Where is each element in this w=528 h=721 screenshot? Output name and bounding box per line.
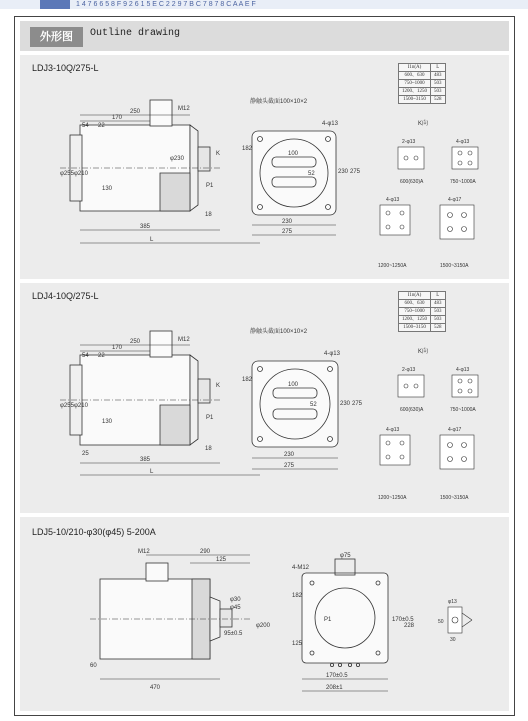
dim-label: P1 xyxy=(206,415,214,421)
front-view xyxy=(252,131,336,235)
dim-label: 54 xyxy=(82,123,89,129)
table-header: I1n(A) xyxy=(399,292,431,300)
hole-label: 4-φ13 xyxy=(456,139,470,145)
dim-label: K xyxy=(216,383,221,389)
table-cell: 750~1000 xyxy=(399,308,431,316)
section-note: 静触头截面100×10×2 xyxy=(250,99,308,105)
dim-label: 130 xyxy=(102,186,113,192)
dim-label: 4-M12 xyxy=(292,565,310,571)
side-view xyxy=(60,100,260,243)
dim-label: φ210 xyxy=(74,403,88,409)
dim-label: 50 xyxy=(438,619,444,625)
terminal-label: 1200~1250A xyxy=(378,495,407,501)
table-cell: 503 xyxy=(431,88,446,96)
dim-label: 230 xyxy=(338,169,349,175)
front-view xyxy=(252,361,338,469)
dim-label: L xyxy=(150,469,154,475)
table-header: I1n(A) xyxy=(399,64,431,72)
dim-label: 30 xyxy=(450,637,456,643)
dim-label: φ255 xyxy=(60,171,74,177)
table-cell: 483 xyxy=(431,300,446,308)
table-cell: 1200、1250 xyxy=(399,316,431,324)
dim-label: φ30 xyxy=(230,597,241,603)
table-cell: 1200、1250 xyxy=(399,88,431,96)
dim-label: M12 xyxy=(138,549,150,555)
dim-label: 100 xyxy=(288,382,299,388)
header-text: 1 4 7 6 6 5 8 F 9 2 6 1 5 E C 2 2 9 7 B C 7 8 7 8 C A A E F xyxy=(76,1,256,8)
dim-label: L xyxy=(150,237,154,243)
terminal-label: 1200~1250A xyxy=(378,263,407,269)
terminal-label: 750~1000A xyxy=(450,407,476,413)
dim-label: 130 xyxy=(102,419,113,425)
hole-label: 4-φ13 xyxy=(386,427,400,433)
dim-label: 182 xyxy=(242,377,253,383)
view-label: K向 xyxy=(418,349,429,355)
company-logo xyxy=(40,0,70,9)
terminal-4 xyxy=(440,205,474,239)
dim-label: 250 xyxy=(130,109,141,115)
dim-label: 125 xyxy=(216,557,227,563)
hole-label: 2-φ13 xyxy=(402,367,416,373)
hole-label: 4-φ13 xyxy=(386,197,400,203)
terminal-2 xyxy=(452,375,478,397)
dim-label: 22 xyxy=(98,123,105,129)
drawing-panel-ldj4 xyxy=(20,283,509,513)
dim-label: φ45 xyxy=(230,605,241,611)
dim-label: φ255 xyxy=(60,403,74,409)
table-cell: 528 xyxy=(431,324,446,332)
dim-label: 170±0.5 xyxy=(392,617,414,623)
terminal-3 xyxy=(380,205,410,235)
catalog-page xyxy=(14,16,515,716)
drawing-panel-ldj5 xyxy=(20,517,509,711)
terminal-3 xyxy=(380,435,410,465)
dim-label: φ230 xyxy=(170,156,184,162)
terminal xyxy=(448,607,472,633)
dim-label: 125 xyxy=(292,641,303,647)
dim-label: 275 xyxy=(350,169,361,175)
dim-label: P1 xyxy=(324,617,332,623)
section-tag: 外形图 xyxy=(30,27,83,47)
table-cell: 483 xyxy=(431,72,446,80)
dim-label: φ200 xyxy=(256,623,270,629)
dim-label: 385 xyxy=(140,224,151,230)
front-view xyxy=(302,559,388,691)
terminal-label: 600(630)A xyxy=(400,179,424,185)
dim-label: 470 xyxy=(150,685,161,691)
outline-drawing-svg xyxy=(20,283,509,513)
hole-label: 2-φ13 xyxy=(402,139,416,145)
table-cell: 600、630 xyxy=(399,300,431,308)
model-title: LDJ4-10Q/275-L xyxy=(32,291,99,301)
dim-label: 170 xyxy=(112,345,123,351)
outline-drawing-svg xyxy=(20,517,509,711)
dim-label: 60 xyxy=(90,663,97,669)
section-title: Outline drawing xyxy=(90,28,181,39)
terminal-label: 750~1000A xyxy=(450,179,476,185)
outline-drawing-svg xyxy=(20,55,509,279)
dim-label: φ75 xyxy=(340,553,351,559)
dim-label: 275 xyxy=(282,229,293,235)
terminal-1 xyxy=(398,147,424,169)
view-label: K向 xyxy=(418,121,429,127)
dim-label: 100 xyxy=(288,151,299,157)
dim-label: 230 xyxy=(282,219,293,225)
hole-label: 4-φ17 xyxy=(448,427,462,433)
dim-label: 18 xyxy=(205,212,212,218)
table-cell: 503 xyxy=(431,308,446,316)
hole-label: 4-φ17 xyxy=(448,197,462,203)
dim-label: 170±0.5 xyxy=(326,673,348,679)
dim-label: 385 xyxy=(140,457,151,463)
dim-label: 170 xyxy=(112,115,123,121)
side-view xyxy=(90,555,250,679)
dim-label: M12 xyxy=(178,337,190,343)
table-cell: 503 xyxy=(431,316,446,324)
dim-label: 182 xyxy=(292,593,303,599)
table-cell: 503 xyxy=(431,80,446,88)
dim-label: 25 xyxy=(82,451,89,457)
dim-label: 18 xyxy=(205,446,212,452)
dim-label: 275 xyxy=(284,463,295,469)
dim-label: M12 xyxy=(178,106,190,112)
table-header: L xyxy=(431,64,446,72)
dim-label: 52 xyxy=(308,171,315,177)
dim-label: 54 xyxy=(82,353,89,359)
dim-label: 4-φ13 xyxy=(322,121,338,127)
dim-label: 22 xyxy=(98,353,105,359)
table-cell: 1500~3150 xyxy=(399,324,431,332)
dim-label: 208±1 xyxy=(326,685,343,691)
dim-label: P1 xyxy=(206,183,214,189)
side-view xyxy=(60,331,260,475)
terminal-label: 1500~3150A xyxy=(440,263,469,269)
dim-label: 4-φ13 xyxy=(324,351,340,357)
dim-label: 250 xyxy=(130,339,141,345)
section-header xyxy=(20,21,509,51)
dim-label: 230 xyxy=(340,401,351,407)
dim-label: 52 xyxy=(310,402,317,408)
dim-label: 95±0.5 xyxy=(224,631,243,637)
dim-label: K xyxy=(216,151,221,157)
terminal-1 xyxy=(398,375,424,397)
section-note: 静触头截面100×10×2 xyxy=(250,329,308,335)
dim-label: 275 xyxy=(352,401,363,407)
table-cell: 750~1000 xyxy=(399,80,431,88)
terminal-label: 1500~3150A xyxy=(440,495,469,501)
hole-label: 4-φ13 xyxy=(456,367,470,373)
model-title: LDJ5-10/210-φ30(φ45) 5-200A xyxy=(32,527,156,537)
dim-label: 182 xyxy=(242,146,253,152)
table-cell: 1500~3150 xyxy=(399,96,431,104)
terminal-2 xyxy=(452,147,478,169)
terminal-label: 600(630)A xyxy=(400,407,424,413)
model-title: LDJ3-10Q/275-L xyxy=(32,63,99,73)
dim-label: φ210 xyxy=(74,171,88,177)
hole-label: φ13 xyxy=(448,599,457,605)
table-cell: 600、630 xyxy=(399,72,431,80)
table-cell: 528 xyxy=(431,96,446,104)
top-header-bar xyxy=(0,0,528,9)
dim-label: 228 xyxy=(404,623,415,629)
dim-label: 290 xyxy=(200,549,211,555)
dim-label: 230 xyxy=(284,452,295,458)
table-header: L xyxy=(431,292,446,300)
terminal-4 xyxy=(440,435,474,469)
drawing-panel-ldj3 xyxy=(20,55,509,279)
